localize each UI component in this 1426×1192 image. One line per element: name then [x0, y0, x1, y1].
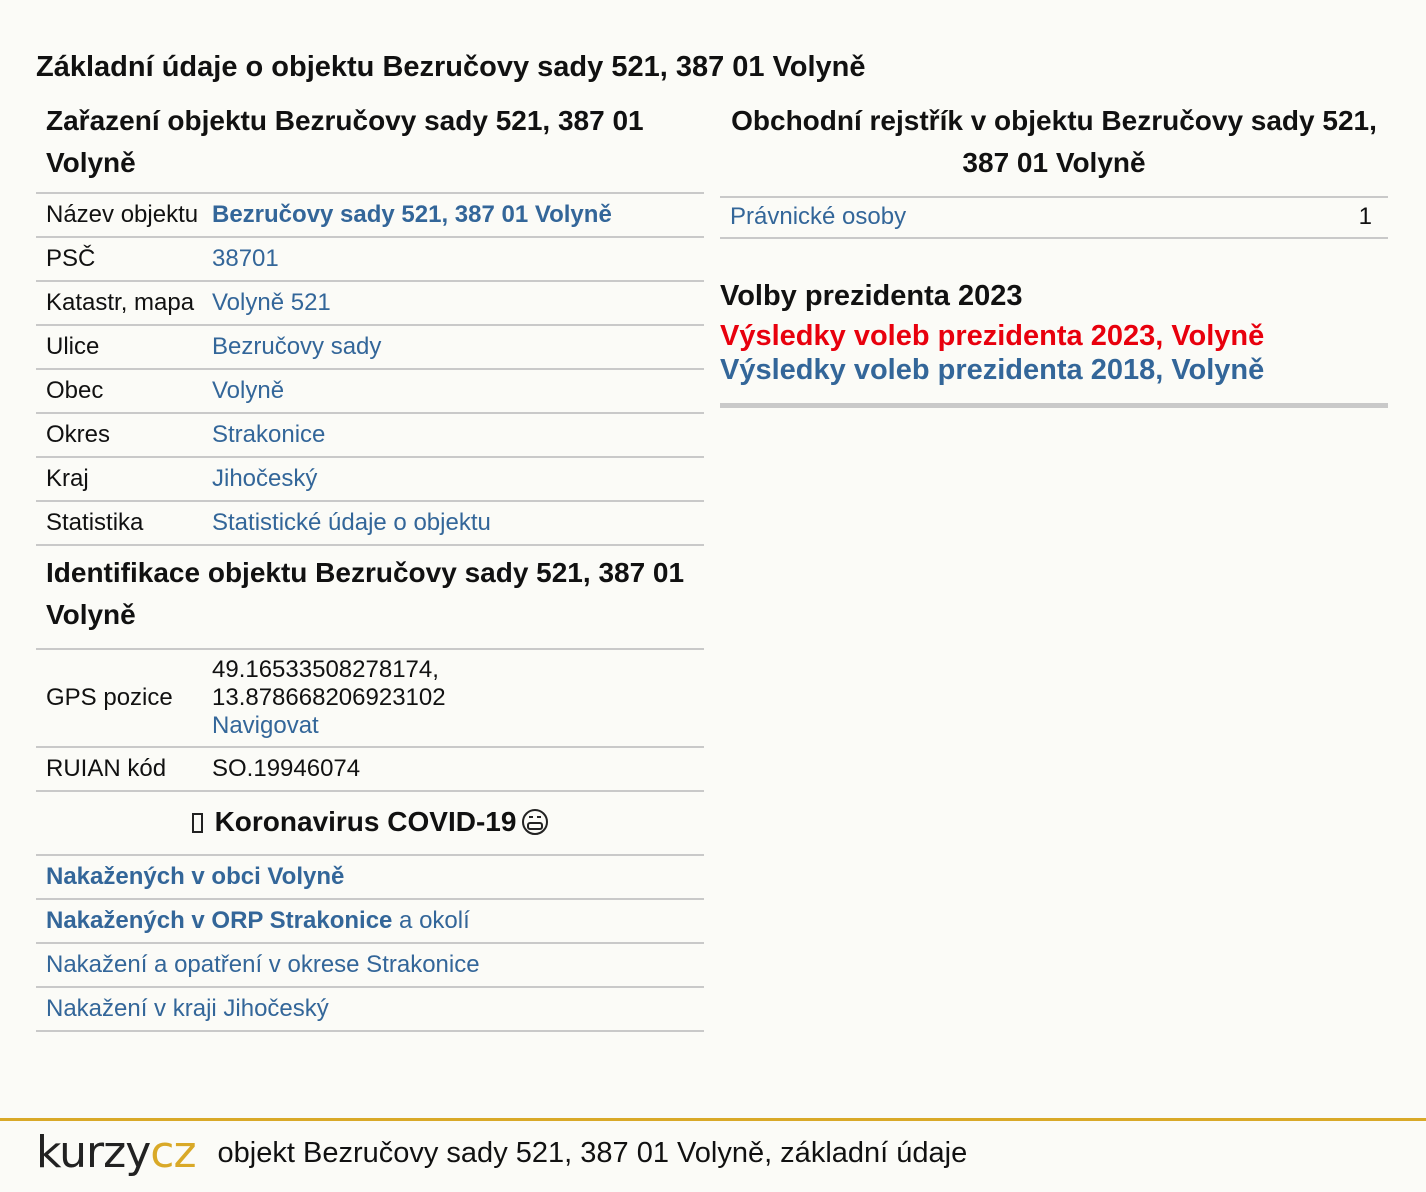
table-row: [36, 457, 704, 501]
list-item: [36, 856, 704, 900]
kurzy-logo[interactable]: kurzycz: [36, 1127, 196, 1178]
row-key-okres: Okres: [36, 413, 202, 457]
placeholder-glyph-icon: [192, 813, 203, 833]
table-row: [720, 197, 1388, 238]
mask-face-icon: [522, 809, 548, 835]
table-row: [36, 281, 704, 325]
table-row: [36, 501, 704, 545]
okres-link[interactable]: Strakonice: [212, 421, 326, 448]
table-row: [36, 649, 704, 747]
row-key-obec: Obec: [36, 369, 202, 413]
identifikace-title: Identifikace objektu Bezručovy sady 521, 387 01 Volyně: [46, 557, 685, 630]
table-row: [36, 747, 704, 791]
row-key-katastr: Katastr, mapa: [36, 281, 202, 325]
table-row: [36, 193, 704, 237]
object-name-link[interactable]: Bezručovy sady 521, 387 01 Volyně: [212, 201, 612, 228]
table-row: [36, 237, 704, 281]
ruian-value: SO.19946074: [202, 747, 704, 791]
row-key-ruian: RUIAN kód: [36, 747, 202, 791]
right-column: [720, 100, 1388, 408]
list-item: [36, 944, 704, 988]
table-row: [36, 369, 704, 413]
row-key-ulice: Ulice: [36, 325, 202, 369]
ulice-link[interactable]: Bezručovy sady: [212, 333, 382, 360]
left-column: [36, 100, 704, 1032]
covid-kraj-link[interactable]: Nakažení v kraji Jihočeský: [46, 995, 329, 1022]
statistika-link[interactable]: Statistické údaje o objektu: [212, 509, 491, 536]
row-key-statistika: Statistika: [36, 501, 202, 545]
covid-title: Koronavirus COVID-19: [36, 792, 704, 856]
rejstrik-title: Obchodní rejstřík v objektu Bezručovy sady 521, 387 01 Volyně: [731, 105, 1377, 178]
zarazeni-title: Zařazení objektu Bezručovy sady 521, 387 01 Volyně: [46, 105, 644, 178]
volby-2018-link[interactable]: Výsledky voleb prezidenta 2018, Volyně: [720, 354, 1265, 386]
pravnicke-osoby-link[interactable]: Právnické osoby: [730, 203, 907, 230]
psc-link[interactable]: 38701: [212, 245, 279, 272]
volby-2023-link[interactable]: Výsledky voleb prezidenta 2023, Volyně: [720, 320, 1265, 352]
row-key-nazev: Název objektu: [36, 193, 202, 237]
covid-obec-link[interactable]: Nakažených v obci Volyně: [46, 863, 345, 890]
footer-divider: [0, 1118, 1426, 1121]
navigate-link[interactable]: Navigovat: [212, 712, 319, 739]
divider: [720, 403, 1388, 408]
row-key-kraj: Kraj: [36, 457, 202, 501]
footer-text: objekt Bezručovy sady 521, 387 01 Volyně, základní údaje: [217, 1137, 968, 1169]
covid-okres-link[interactable]: Nakažení a opatření v okrese Strakonice: [46, 951, 480, 978]
gps-lat: 49.16533508278174,: [212, 656, 439, 683]
covid-orp-link[interactable]: Nakažených v ORP Strakonice a okolí: [46, 907, 470, 934]
page-title: Základní údaje o objektu Bezručovy sady 521, 387 01 Volyně: [36, 51, 866, 83]
obec-link[interactable]: Volyně: [212, 377, 285, 404]
list-item: [36, 988, 704, 1032]
identifikace-table: [36, 648, 704, 792]
kraj-link[interactable]: Jihočeský: [212, 465, 318, 492]
list-item: [36, 900, 704, 944]
table-row: [36, 413, 704, 457]
katastr-link[interactable]: Volyně 521: [212, 289, 331, 316]
pravnicke-osoby-count: 1: [1276, 197, 1388, 238]
footer: [36, 1128, 967, 1178]
covid-links: [36, 856, 704, 1032]
row-key-gps: GPS pozice: [36, 649, 202, 747]
zarazeni-table: [36, 192, 704, 546]
volby-title: Volby prezidenta 2023: [720, 280, 1023, 312]
table-row: [36, 325, 704, 369]
rejstrik-table: [720, 196, 1388, 239]
gps-lon: 13.878668206923102: [212, 684, 446, 711]
row-key-psc: PSČ: [36, 237, 202, 281]
